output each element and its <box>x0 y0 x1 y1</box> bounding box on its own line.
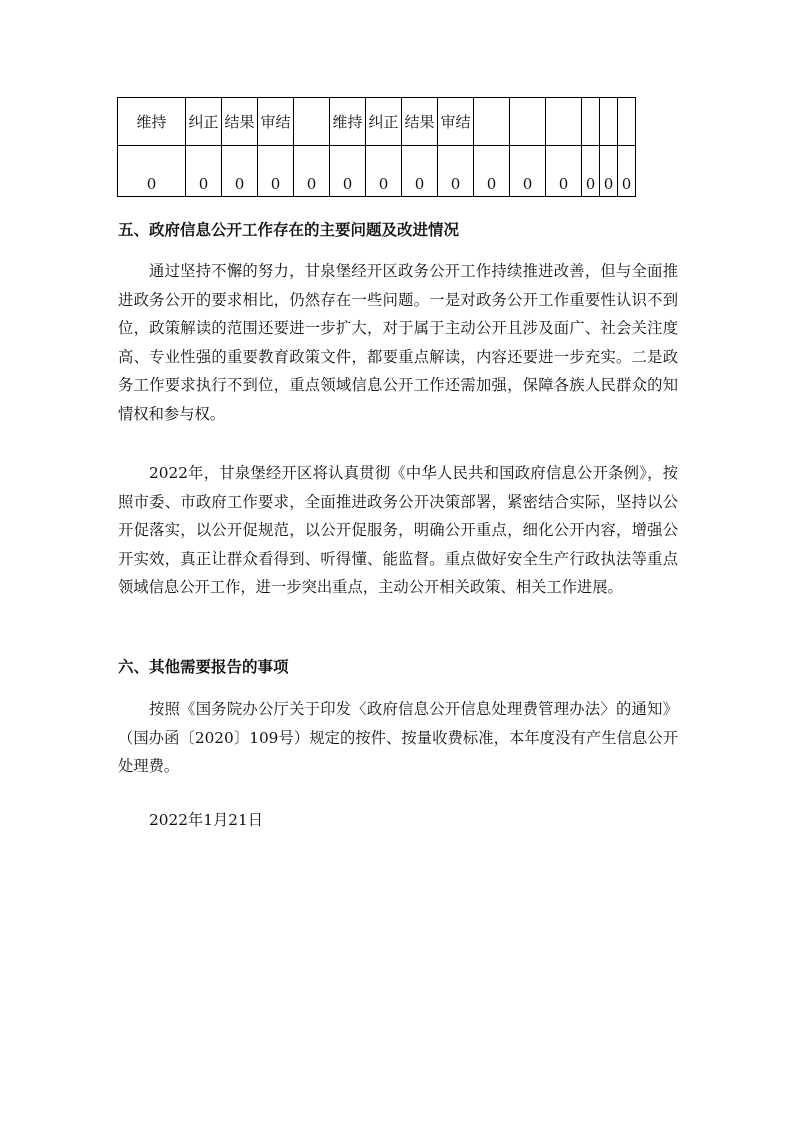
table-cell: 维持 <box>330 98 366 146</box>
table-cell: 0 <box>294 146 330 197</box>
table-cell <box>618 98 636 146</box>
table-cell <box>546 98 582 146</box>
table-cell: 结果 <box>222 98 258 146</box>
table-cell: 0 <box>402 146 438 197</box>
table-cell: 纠正 <box>366 98 402 146</box>
table-cell <box>600 98 618 146</box>
table-cell <box>474 98 510 146</box>
table-value-row <box>118 146 636 197</box>
table-cell: 0 <box>258 146 294 197</box>
table-cell: 0 <box>330 146 366 197</box>
table-cell: 0 <box>118 146 186 197</box>
section6-paragraph-1: 按照《国务院办公厅关于印发〈政府信息公开信息处理费管理办法〉的通知》（国办函〔2020〕109号）规定的按件、按量收费标准，本年度没有产生信息公开处理费。 <box>118 700 678 776</box>
table-cell: 0 <box>546 146 582 197</box>
table-cell: 维持 <box>118 98 186 146</box>
report-date: 2022年1月21日 <box>149 811 264 829</box>
table-cell: 审结 <box>258 98 294 146</box>
section6-heading: 六、其他需要报告的事项 <box>118 658 289 676</box>
table-cell: 审结 <box>438 98 474 146</box>
table-cell <box>510 98 546 146</box>
table-cell: 纠正 <box>186 98 222 146</box>
table-cell: 0 <box>600 146 618 197</box>
table-header-row <box>118 98 636 146</box>
table-cell: 0 <box>582 146 600 197</box>
table-cell: 0 <box>366 146 402 197</box>
statistics-table <box>117 97 636 197</box>
table-cell: 0 <box>186 146 222 197</box>
section5-heading: 五、政府信息公开工作存在的主要问题及改进情况 <box>118 221 460 239</box>
table-cell: 结果 <box>402 98 438 146</box>
table-cell: 0 <box>474 146 510 197</box>
table-cell: 0 <box>618 146 636 197</box>
section5-paragraph-1: 通过坚持不懈的努力，甘泉堡经开区政务公开工作持续推进改善，但与全面推进政务公开的要求相比，仍然存在一些问题。一是对政务公开工作重要性认识不到位，政策解读的范围还要进一步扩大，对于属于主动公开且涉及面广、社会关注度高、专业性强的重要教育政策文件，都要重点解读，内容还要进一步充实。二是政务工作要求执行不到位，重点领域信息公开工作还需加强，保障各族人民群众的知情权和参与权。 <box>118 262 678 423</box>
table-cell: 0 <box>222 146 258 197</box>
table-cell: 0 <box>438 146 474 197</box>
table-cell <box>294 98 330 146</box>
table-cell <box>582 98 600 146</box>
section5-paragraph-2: 2022年，甘泉堡经开区将认真贯彻《中华人民共和国政府信息公开条例》，按照市委、市政府工作要求，全面推进政务公开决策部署，紧密结合实际，坚持以公开促落实，以公开促规范，以公开促服务，明确公开重点，细化公开内容，增强公开实效，真正让群众看得到、听得懂、能监督。重点做好安全生产行政执法等重点领域信息公开工作，进一步突出重点，主动公开相关政策、相关工作进展。 <box>118 464 678 597</box>
table-cell: 0 <box>510 146 546 197</box>
